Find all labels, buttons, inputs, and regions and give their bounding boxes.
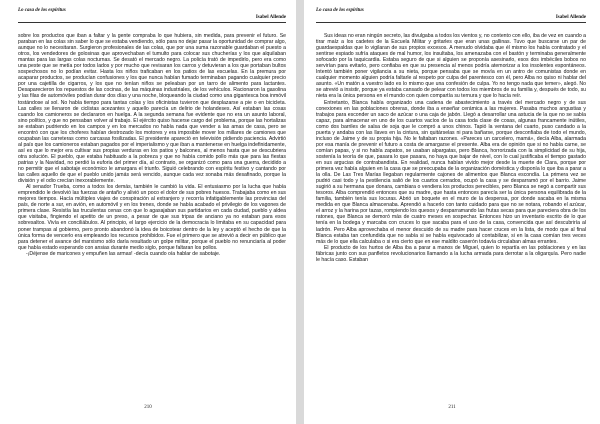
page-body	[18, 33, 286, 257]
page-number: 210	[144, 405, 152, 410]
paragraph: Entretanto, Blanca había organizado una cadena de abastecimiento a través del mercado negro y de sus conexiones en las poblaciones obreras, donde iba a enseñar cerámica a las mujeres. Pasaba muchos angustias y trabajos para esconder un saco de azúcar o una caja de jabón. Llegó a desarrollar una astucia de la que no se sabía capaz, para almacenar en uno de los cuartos vacíos de la casa toda clase de cosas, algunas francamente inútiles, como dos barriles de salsa de soja que le compró a unos chinos. Tapió la ventana del cuarto, puso candado a la puerta y andaba con las llaves en la cintura, sin quitárselas ni para bañarse, porque desconfiaba de todo el mundo, incluso de Jaime y de su propia hija. No le faltaban razones. «Pareces un carcelero, mamá», decía Alba, alarmada por esa manía de prevenir el futuro a costa de amargarse el presente. Alba era de opinión que si no había carne, se comían papas, y si no había zapatos, se usaban alpargatas, pero Blanca, horrorizada con la simplicidad de su hija, sostenía la teoría de que, pasara lo que pasara, no haya que bajar de nivel, con lo cual justificaba el tiempo gastado en sus argucias de contrabandista. En realidad, nunca habían vivido mejor desde la muerte de Clara, porque por primera vez había alguien en la casa que se preocupaba de la organización doméstica y disponía lo que iba a parar a la olla. De Las Tres Marías llegaban regularmente cajones de alimentos que Blanca escondía. La primera vez se pudrió casi todo y la pestilencia salió de los cuartos cerrados, ocupó la casa y se desparramó por el barrio. Jaime sugirió a su hermana que donara, cambiara o vendiera los productos perecibles, pero Blanca se negó a compartir sus tesoros. Alba comprendió entonces que su madre, que hasta entonces parecía ser la única persona equilibrada de la familia, también tenía sus locuras. Abrió un boquete en el muro de la despensa, por donde sacaba en la misma medida en que Blanca almacenaba. Aprendió a hacerlo con tanto cuidado para que no se notara, robando el azúcar, el arroz y la harina por tazas, rompiendo los quesos y desparramando las frutas secas para que pareciera obra de los ratones, que Blanca se demoró más de cuatro meses en sospechar. Entonces hizo un inventario escrito de lo que tenía en la bodega y marcaba con cruces lo que sacaba para el uso de la casa, convencida que así descubriría al ladrón. Pero Alba aprovechaba el menor descuido de su madre para hacer cruces en la lista, de modo que al final Blanca estaba tan confundida que no sabía si se había equivocado al contabilizar, si en la casa comían tres veces más de lo que ella calculaba o si era cierto que en ese maldito caserón todavía circulaban almas errantes.	[316, 99, 586, 245]
author-header: Isabel Allende	[316, 15, 586, 23]
running-head: Lo casa de los espíritus	[18, 8, 66, 13]
author-header: Isabel Allende	[18, 15, 286, 23]
paragraph: Al senador Trueba, como a todos los demás, también le cambió la vida. El entusiasmo por la lucha que había emprendido le devolvió las fuerzas de antaño y alivió un poco el dolor de sus pobres huesos. Trabajaba como en sus mejores tiempos. Hacía múltiples viajes de conspiración al extranjero y recorría infatigablemente las provincias del país, de norte a sur, en avión, en automóvil y en los trenes, donde se había acabado el privilegio de los vagones de primera clase. Resistía las truculentas cenas con que lo agasajaban sus partidarios en cada ciudad, pueblo y aldea que visitaba, fingiendo el apetito de un preso, a pesar de que sus tripas de anciano ya no estaban para esos sobresaltos. Vivía en conciliábulos. Al principio, el largo ejercicio de la democracia lo limitaba en su capacidad para poner trampas al gobierno, pero pronto abandonó la idea de boicotear dentro de la ley y aceptó el hecho de que la única forma de vencerlo era empleando los recursos prohibidos. Fue el primero que se atrevió a decir en público que para detener el avance del marxismo sólo daría resultado un golpe militar, porque el pueblo no renunciaría al poder que había estado esperando con ansias durante medio siglo, porque faltaran los pollos.	[18, 184, 286, 251]
left-page	[0, 0, 296, 424]
right-page	[304, 0, 600, 424]
paragraph: Sus ideas no eran ningún secreto, las divulgaba a todos los vientos y, no contento con ello, iba de vez en cuando a tirar maíz a los cadetes de la Escuela Militar y gritarles que eran unas gallinas. Tuvo que buscarse un par de guardaespaldas que lo vigilaran de sus propios excesos. A menudo olvidaba que él mismo los había contratado y el sentirse espiado sufría ataques de mal humor, los insultaba, los amenazaba con el bastón y terminaba generalmente sofocado por la taquicardia. Estaba seguro de que si alguien se proponía asesinarlo, esos dos imbéciles bobos no servirían para evitarlo, pero confiaba en que su presencia al menos podría atemorizar a los insolentes espontáneos. Intentó también poner vigilancia a su nieta, porque pensaba que se movía en un antro de comunistas donde en cualquier momento alguien podría faltarle al respeto por culpa del parentesco con él, pero Alba no quiso ni hablar del asunto. «Un matón a vuestro lado es lo mismo que una confesión de culpa. Yo no tengo nada que temer», alegó. No se atrevió a insistir, porque ya estaba cansado de pelear con todos los miembros de su familia y, después de todo, su nieta era la única persona en el mundo con quien compartía su ternura y que lo hacía reír.	[316, 33, 586, 100]
paragraph: El producto de los hurtos de Alba iba a parar a manos de Miguel, quien lo repartía en las poblaciones y en las fábricas junto con sus panfletos revolucionarios llamando a la lucha armada para derrotar a la oligarquía. Pero nadie le hacía caso. Estaban	[316, 244, 586, 263]
paragraph: sobre los productos que iban a faltar y la gente compraba lo que hubiera, sin medida, para prevenir el futuro. Se paraban en las colas sin saber lo que se estaba vendiendo, sólo para no dejar pasar la oportunidad de comprar algo, aunque no lo necesitaran. Surgieron profesionales de las colas, que por una suma razonable guardaban el puesto a otros, los vendedores de golosinas que aprovechaban el tumulto para colocar sus chucherías y los que alquilaban mantas para las largas colas nocturnas. Se desató el mercado negro. La policía trató de impedirlo, pero era como una peste que se metía por todos lados y por mucho que revisaran los carros y detuvieran a los que portaban bultos sospechosos no lo podían evitar. Hasta los niños traficaban en los patios de las escuelas. En la premura por acaparar productos, se producían confusiones y los que nunca habían fumado terminaban pagando cualquier precio por una cajetilla de cigarros, y los que no tenían niños se peleaban por un tarro de alimento para lactantes. Desaparecieron los repuestos de las cocinas, de las máquinas industriales, de los vehículos. Racionaron la gasolina y las filas de automóviles podían durar dos días y una noche, bloqueando la ciudad como una gigantesca boa inmóvil tostándose al sol. No había tiempo para tantas colas y los oficinistas tuvieron que desplazarse a pie o en bicicleta. Las calles se llenaron de ciclistas acezantes y aquello parecía un delirio de holandeses. Así estaban las cosas cuando los camioneros se declararon en huelga. A la segunda semana fue evidente que no era un asunto laboral, sino político, y que no pensaban volver al trabajo. El ejército quiso hacerse cargo del problema, porque las hortalizas se estaban pudriendo en los campos y en los mercados no había nada que vender a las amas de casa, pero se encontró con que los choferes habían destrozado los motores y era imposible mover los millares de camiones que ocupaban las carreteras como carcasas fosilizadas. El presidente apareció en televisión pidiendo paciencia. Advirtió al país que los camioneros estaban pagados por el imperialismo y que iban a mantenerse en huelga indefinidamente, así es que lo mejor era cultivar sus propias verduras en los patios y balcones, al menos hasta que se descubriera otra solución. El pueblo, que estaba habituado a la pobreza y que no había comido pollo más que para las fiestas patrias y la Navidad, no perdió la euforia del primer día, al contrario, se organizó como para una guerra, decidido a no permitir que el sabotaje económico le amargara el triunfo. Siguió celebrando con espíritu festivo y cantando por las calles aquello de que el pueblo unido jamás será vencido, aunque cada vez sonaba más desafinado, porque la división y el odio crecían inexorablemente.	[18, 33, 286, 185]
page-number: 211	[448, 405, 456, 410]
page-body	[316, 33, 586, 263]
running-head: Lo casa de los espíritus	[316, 8, 364, 13]
paragraph: -¡Déjense de maricones y empuñen las armas! -decía cuando oía hablar de sabotaje.	[26, 250, 221, 257]
